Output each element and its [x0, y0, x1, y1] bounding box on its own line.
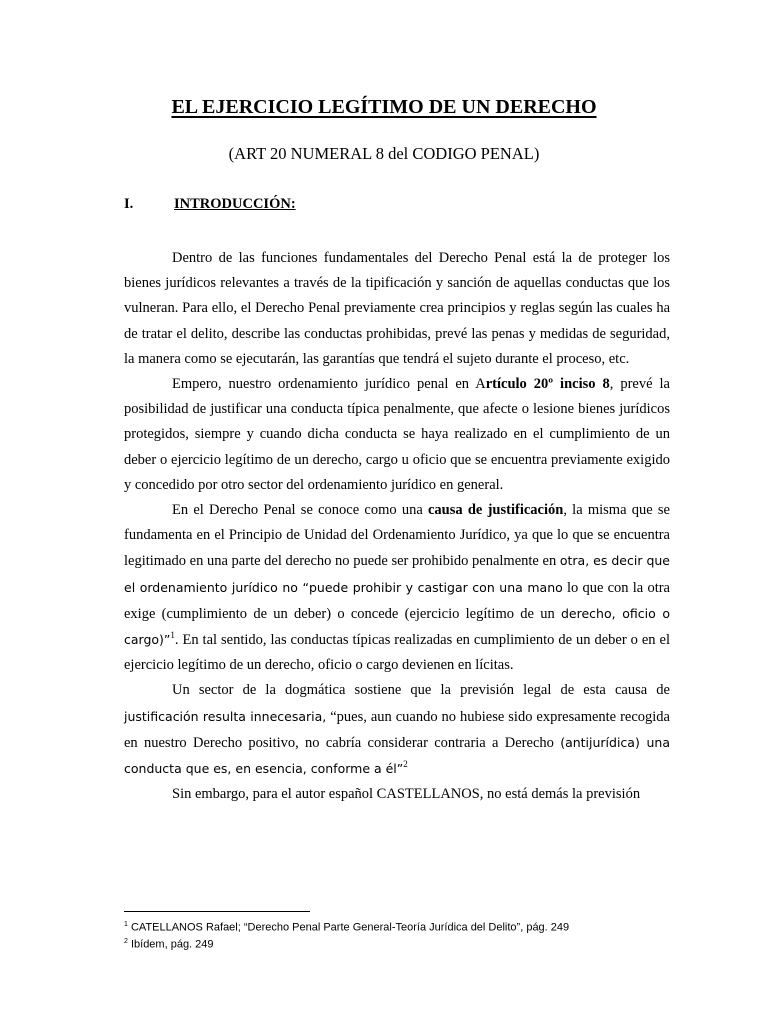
footnotes	[124, 918, 684, 951]
footnote-divider	[124, 911, 310, 912]
footnote-ref-1: 1	[170, 630, 175, 641]
justification-term: causa de justificación	[428, 502, 564, 519]
footnote-ref-2: 2	[403, 759, 408, 770]
section-heading	[124, 196, 296, 213]
footnote-2: $^2$ Ibídem, pág. 249	[124, 937, 214, 951]
paragraph-4: Un sector de la dogmática sostiene que la previsión legal de esta causa de justificación resulta innecesaria, “pues, aun cuando no hubiese sido expresamente recogida en nuestro Derecho positivo, no cabría considerar contraria a Derecho (antijurídica) una conducta que es, en esencia, conforme a él”$^2$	[124, 682, 670, 777]
section-number: I.	[124, 196, 134, 212]
footnote-1: $^1$ CATELLANOS Rafael; “Derecho Penal Parte General-Teoría Jurídica del Delito”, pág. 249	[124, 921, 570, 934]
section-label: INTRODUCCIÓN:	[174, 196, 296, 212]
document-body	[124, 246, 670, 807]
document-subtitle: (ART 20 NUMERAL 8 del CODIGO PENAL)	[228, 144, 540, 163]
document-title: EL EJERCICIO LEGÍTIMO DE UN DERECHO	[171, 96, 597, 118]
paragraph-1: Dentro de las funciones fundamentales del Derecho Penal está la de proteger los bienes jurídicos relevantes a través de la tipificación y sanción de aquellas conductas que los vulneran. Para ello, el Derecho Penal previamente crea principios y reglas según las cuales ha de tratar el delito, describe las conductas prohibidas, prevé las penas y medidas de seguridad, la manera como se ejecutarán, las garantías que tendrá el sujeto durante el proceso, etc.	[124, 250, 670, 367]
article-reference: rtículo 20º inciso 8	[485, 376, 610, 393]
paragraph-3: En el Derecho Penal se conoce como una causa de justificación, la misma que se fundamenta en el Principio de Unidad del Ordenamiento Jurídico, ya que lo que se encuentra legitimado en una parte del derecho no puede ser prohibido penalmente en otra, es decir que el ordenamiento jurídico no “puede prohibir y castigar con una mano lo que con la otra exige (cumplimiento de un deber) o concede (ejercicio legítimo de un derecho, oficio o cargo)”$^1$. En tal sentido, las conductas típicas realizadas en cumplimiento de un deber o en el ejercicio legítimo de un derecho, oficio o cargo devienen en lícitas.	[124, 502, 670, 674]
paragraph-2: Empero, nuestro ordenamiento jurídico penal en Artículo 20º inciso 8, prevé la posibilidad de justificar una conducta típica penalmente, que afecte o lesione bienes jurídicos protegidos, siempre y cuando dicha conducta se haya realizado en el cumplimiento de un deber o ejercicio legítimo de un derecho, cargo u oficio que se encuentra previamente exigido y concedido por otro sector del ordenamiento jurídico en general.	[124, 376, 670, 493]
paragraph-5: Sin embargo, para el autor español CASTELLANOS, no está demás la previsión	[172, 786, 641, 803]
